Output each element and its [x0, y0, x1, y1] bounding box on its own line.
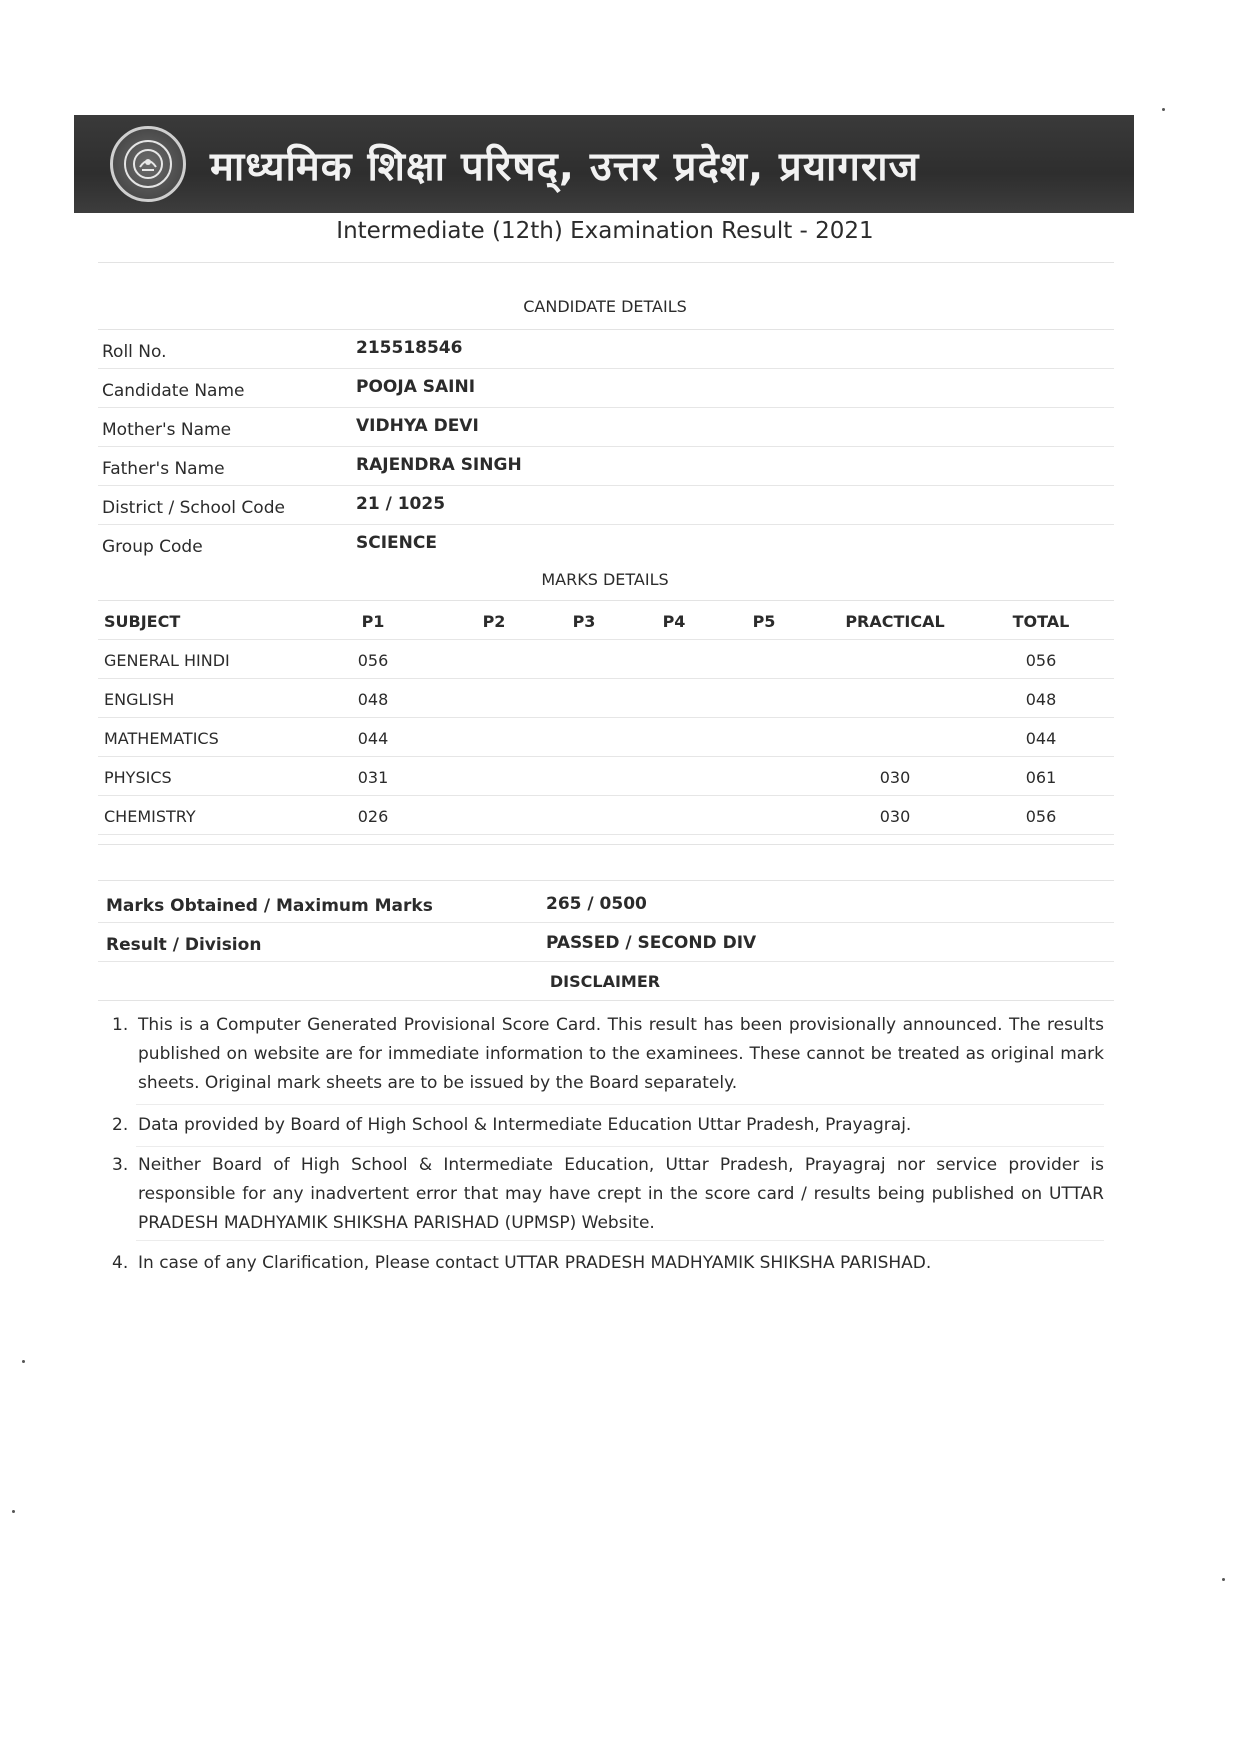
field-value: RAJENDRA SINGH [356, 455, 522, 475]
disclaimer-item [112, 1151, 1104, 1238]
disclaimer-number: 2. [112, 1115, 129, 1135]
column-header-practical: PRACTICAL [845, 612, 945, 631]
disclaimer-item [112, 1111, 1104, 1140]
total-cell: 056 [1025, 807, 1057, 826]
subject-cell: CHEMISTRY [104, 807, 196, 826]
practical-cell: 030 [879, 768, 911, 787]
subject-cell: PHYSICS [104, 768, 172, 787]
column-header-p1: P1 [361, 612, 385, 631]
candidate-field-name [98, 368, 1114, 408]
column-header-p2: P2 [482, 612, 506, 631]
divider [98, 844, 1114, 845]
scan-speck [22, 1360, 25, 1363]
disclaimer-text: Data provided by Board of High School & Intermediate Education Uttar Pradesh, Prayagraj. [138, 1115, 912, 1135]
candidate-details-heading: CANDIDATE DETAILS [523, 297, 687, 316]
field-label: Mother's Name [102, 420, 232, 440]
divider [98, 262, 1114, 263]
scan-speck [1162, 108, 1165, 111]
disclaimer-text: Neither Board of High School & Intermediate Education, Uttar Pradesh, Prayagraj nor service provider is responsible for any inadvertent error that may have crept in the score card / results being published on UTTAR PRADESH MADHYAMIK SHIKSHA PARISHAD (UPMSP) Website. [138, 1155, 1104, 1233]
subject-cell: MATHEMATICS [104, 729, 219, 748]
practical-cell: 030 [879, 807, 911, 826]
table-row [98, 795, 1114, 835]
board-name-hindi: माध्यमिक शिक्षा परिषद्, उत्तर प्रदेश, प्रयागराज [210, 143, 920, 190]
total-cell: 061 [1025, 768, 1057, 787]
p1-cell: 048 [357, 690, 389, 709]
column-header-p3: P3 [572, 612, 596, 631]
field-label: Candidate Name [102, 381, 245, 401]
p1-cell: 044 [357, 729, 389, 748]
marks-obtained-value: 265 / 0500 [546, 894, 647, 914]
divider [98, 880, 1114, 881]
marks-summary-row [98, 883, 1114, 923]
total-cell: 056 [1025, 651, 1057, 670]
subject-cell: ENGLISH [104, 690, 175, 709]
total-cell: 044 [1025, 729, 1057, 748]
p1-cell: 026 [357, 807, 389, 826]
disclaimer-item [112, 1011, 1104, 1098]
table-row [98, 756, 1114, 796]
disclaimer-item [112, 1249, 1104, 1278]
candidate-field-roll-no [98, 329, 1114, 369]
p1-cell: 031 [357, 768, 389, 787]
field-value: 215518546 [356, 338, 463, 358]
column-header-subject: SUBJECT [104, 612, 181, 631]
disclaimer-number: 3. [112, 1155, 129, 1175]
disclaimer-number: 1. [112, 1015, 129, 1035]
column-header-p5: P5 [752, 612, 776, 631]
disclaimer-number: 4. [112, 1253, 129, 1273]
field-label: District / School Code [102, 498, 285, 518]
field-value: 21 / 1025 [356, 494, 446, 514]
divider [136, 1146, 1104, 1147]
divider [136, 1104, 1104, 1105]
disclaimer-heading: DISCLAIMER [549, 972, 661, 991]
divider [98, 1000, 1114, 1001]
table-row [98, 717, 1114, 757]
column-header-p4: P4 [662, 612, 686, 631]
marks-details-heading: MARKS DETAILS [541, 570, 669, 589]
subject-cell: GENERAL HINDI [104, 651, 230, 670]
field-value: POOJA SAINI [356, 377, 476, 397]
field-value: SCIENCE [356, 533, 437, 553]
result-division-row [98, 922, 1114, 962]
field-label: Roll No. [102, 342, 167, 362]
candidate-field-father-name [98, 446, 1114, 486]
candidate-field-district-school-code [98, 485, 1114, 525]
field-label: Father's Name [102, 459, 225, 479]
scan-speck [12, 1510, 15, 1513]
scan-speck [1222, 1578, 1225, 1581]
column-header-total: TOTAL [1012, 612, 1070, 631]
result-division-label: Result / Division [106, 935, 262, 955]
marks-obtained-label: Marks Obtained / Maximum Marks [106, 896, 433, 916]
field-label: Group Code [102, 537, 203, 557]
divider [136, 1240, 1104, 1241]
table-row [98, 678, 1114, 718]
disclaimer-text: In case of any Clarification, Please contact UTTAR PRADESH MADHYAMIK SHIKSHA PARISHAD. [138, 1253, 932, 1273]
result-division-value: PASSED / SECOND DIV [546, 933, 757, 953]
disclaimer-text: This is a Computer Generated Provisional Score Card. This result has been provisionally announced. The results published on website are for immediate information to the examinees. These cannot be treated as original mark sheets. Original mark sheets are to be issued by the Board separately. [138, 1015, 1104, 1093]
table-row [98, 639, 1114, 679]
upmsp-emblem-icon [110, 126, 186, 202]
p1-cell: 056 [357, 651, 389, 670]
header-banner [74, 115, 1134, 213]
total-cell: 048 [1025, 690, 1057, 709]
candidate-field-mother-name [98, 407, 1114, 447]
exam-title: Intermediate (12th) Examination Result - 2021 [336, 218, 874, 244]
field-value: VIDHYA DEVI [356, 416, 479, 436]
candidate-field-group-code [98, 524, 1114, 563]
marks-table-header [98, 600, 1114, 640]
